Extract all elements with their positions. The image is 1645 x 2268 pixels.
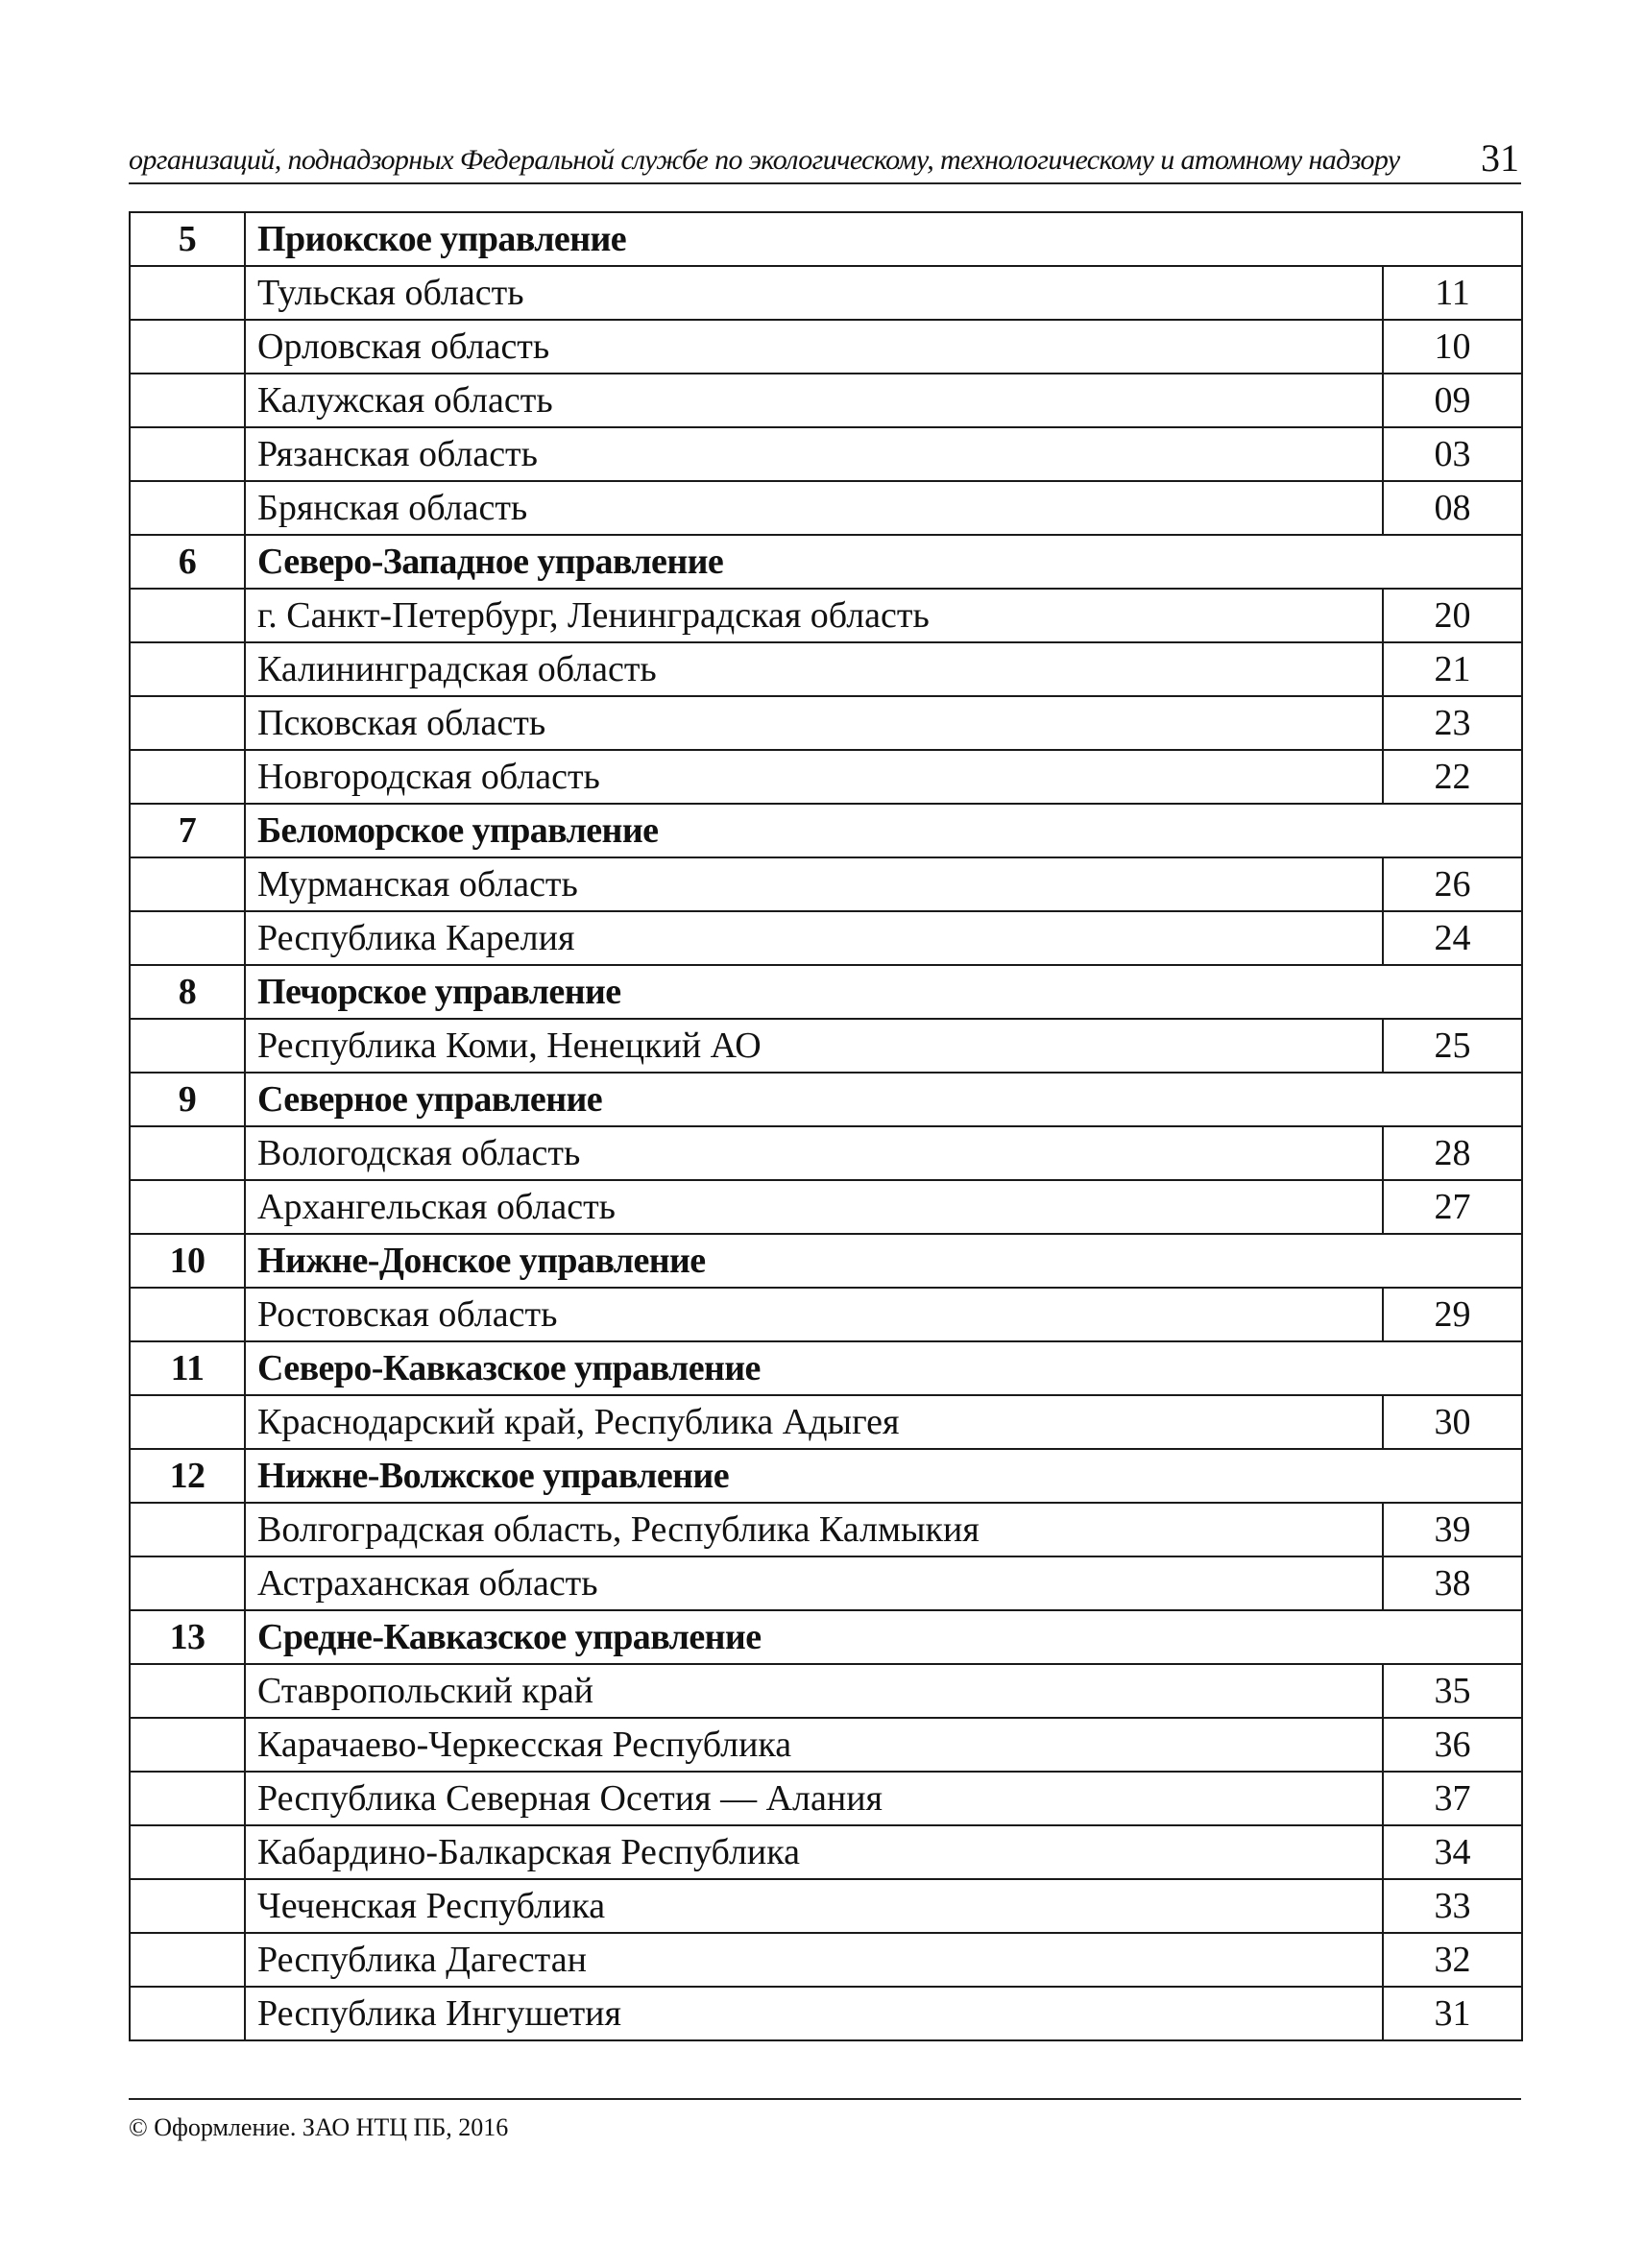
table-row — [130, 1288, 1522, 1341]
table-group-row — [130, 804, 1522, 857]
empty-number-cell — [130, 1503, 245, 1556]
empty-number-cell — [130, 911, 245, 965]
running-header-title: организаций, поднадзорных Федеральной службе по экологическому, технологическому и атомному надзору — [129, 144, 1400, 176]
region-code: 30 — [1383, 1395, 1522, 1449]
group-name: Северное управление — [245, 1073, 1522, 1126]
table-group-row — [130, 1234, 1522, 1288]
region-name: Кабардино-Балкарская Республика — [245, 1825, 1383, 1879]
region-name: Республика Северная Осетия — Алания — [245, 1772, 1383, 1825]
region-code: 08 — [1383, 481, 1522, 535]
table-row — [130, 696, 1522, 750]
table-group-row — [130, 1449, 1522, 1503]
group-number: 9 — [130, 1073, 245, 1126]
group-name: Средне-Кавказское управление — [245, 1610, 1522, 1664]
region-name: Брянская область — [245, 481, 1383, 535]
table-group-row — [130, 1073, 1522, 1126]
empty-number-cell — [130, 427, 245, 481]
region-name: Республика Карелия — [245, 911, 1383, 965]
group-name: Северо-Западное управление — [245, 535, 1522, 589]
region-name: Ставропольский край — [245, 1664, 1383, 1718]
region-name: Тульская область — [245, 266, 1383, 320]
region-name: Вологодская область — [245, 1126, 1383, 1180]
region-name: Мурманская область — [245, 857, 1383, 911]
region-code: 11 — [1383, 266, 1522, 320]
table-group-row — [130, 212, 1522, 266]
group-number: 8 — [130, 965, 245, 1019]
region-code: 03 — [1383, 427, 1522, 481]
empty-number-cell — [130, 1288, 245, 1341]
region-code: 32 — [1383, 1933, 1522, 1987]
table-row — [130, 1503, 1522, 1556]
table-row — [130, 1825, 1522, 1879]
empty-number-cell — [130, 1126, 245, 1180]
table-row — [130, 1987, 1522, 2040]
region-code: 38 — [1383, 1556, 1522, 1610]
table-group-row — [130, 535, 1522, 589]
empty-number-cell — [130, 1718, 245, 1772]
table-row — [130, 374, 1522, 427]
region-name: Чеченская Республика — [245, 1879, 1383, 1933]
table-row — [130, 1180, 1522, 1234]
group-number: 12 — [130, 1449, 245, 1503]
table-row — [130, 1556, 1522, 1610]
region-code: 22 — [1383, 750, 1522, 804]
empty-number-cell — [130, 1879, 245, 1933]
empty-number-cell — [130, 1556, 245, 1610]
table-row — [130, 857, 1522, 911]
group-number: 6 — [130, 535, 245, 589]
region-name: Астраханская область — [245, 1556, 1383, 1610]
region-name: Республика Коми, Ненецкий АО — [245, 1019, 1383, 1073]
empty-number-cell — [130, 320, 245, 374]
region-name: Калининградская область — [245, 642, 1383, 696]
group-name: Северо-Кавказское управление — [245, 1341, 1522, 1395]
table-group-row — [130, 1341, 1522, 1395]
region-name: Рязанская область — [245, 427, 1383, 481]
empty-number-cell — [130, 1987, 245, 2040]
region-name: Краснодарский край, Республика Адыгея — [245, 1395, 1383, 1449]
group-name: Приокское управление — [245, 212, 1522, 266]
region-name: Ростовская область — [245, 1288, 1383, 1341]
directorates-table — [129, 211, 1523, 2041]
region-name: Волгоградская область, Республика Калмыкия — [245, 1503, 1383, 1556]
empty-number-cell — [130, 481, 245, 535]
table-row — [130, 589, 1522, 642]
table-row — [130, 427, 1522, 481]
group-number: 7 — [130, 804, 245, 857]
empty-number-cell — [130, 1395, 245, 1449]
table-row — [130, 1879, 1522, 1933]
empty-number-cell — [130, 750, 245, 804]
region-code: 33 — [1383, 1879, 1522, 1933]
empty-number-cell — [130, 374, 245, 427]
group-number: 5 — [130, 212, 245, 266]
table-row — [130, 1933, 1522, 1987]
region-code: 37 — [1383, 1772, 1522, 1825]
empty-number-cell — [130, 1933, 245, 1987]
group-name: Печорское управление — [245, 965, 1522, 1019]
region-code: 28 — [1383, 1126, 1522, 1180]
table-row — [130, 266, 1522, 320]
group-name: Нижне-Донское управление — [245, 1234, 1522, 1288]
page-footer — [129, 2098, 1521, 2142]
region-code: 09 — [1383, 374, 1522, 427]
region-name: Псковская область — [245, 696, 1383, 750]
region-name: Карачаево-Черкесская Республика — [245, 1718, 1383, 1772]
empty-number-cell — [130, 1180, 245, 1234]
table-row — [130, 1126, 1522, 1180]
region-name: Архангельская область — [245, 1180, 1383, 1234]
region-code: 23 — [1383, 696, 1522, 750]
region-code: 10 — [1383, 320, 1522, 374]
empty-number-cell — [130, 642, 245, 696]
copyright-text: © Оформление. ЗАО НТЦ ПБ, 2016 — [129, 2113, 509, 2141]
page-number: 31 — [1481, 136, 1519, 180]
table-row — [130, 642, 1522, 696]
empty-number-cell — [130, 1825, 245, 1879]
table-group-row — [130, 965, 1522, 1019]
table-row — [130, 1772, 1522, 1825]
empty-number-cell — [130, 1664, 245, 1718]
region-code: 29 — [1383, 1288, 1522, 1341]
empty-number-cell — [130, 1019, 245, 1073]
region-code: 39 — [1383, 1503, 1522, 1556]
table-group-row — [130, 1610, 1522, 1664]
empty-number-cell — [130, 589, 245, 642]
empty-number-cell — [130, 266, 245, 320]
table-row — [130, 1664, 1522, 1718]
group-name: Нижне-Волжское управление — [245, 1449, 1522, 1503]
table-row — [130, 320, 1522, 374]
region-code: 36 — [1383, 1718, 1522, 1772]
table-row — [130, 1718, 1522, 1772]
empty-number-cell — [130, 1772, 245, 1825]
region-name: Республика Дагестан — [245, 1933, 1383, 1987]
region-code: 31 — [1383, 1987, 1522, 2040]
region-code: 24 — [1383, 911, 1522, 965]
region-name: Новгородская область — [245, 750, 1383, 804]
region-code: 21 — [1383, 642, 1522, 696]
region-code: 27 — [1383, 1180, 1522, 1234]
table-row — [130, 1395, 1522, 1449]
table-row — [130, 481, 1522, 535]
region-code: 34 — [1383, 1825, 1522, 1879]
region-code: 25 — [1383, 1019, 1522, 1073]
region-name: Республика Ингушетия — [245, 1987, 1383, 2040]
region-name: Орловская область — [245, 320, 1383, 374]
group-number: 11 — [130, 1341, 245, 1395]
region-name: г. Санкт-Петербург, Ленинградская область — [245, 589, 1383, 642]
region-code: 35 — [1383, 1664, 1522, 1718]
group-number: 10 — [130, 1234, 245, 1288]
table-row — [130, 911, 1522, 965]
empty-number-cell — [130, 696, 245, 750]
region-code: 20 — [1383, 589, 1522, 642]
group-name: Беломорское управление — [245, 804, 1522, 857]
table-row — [130, 1019, 1522, 1073]
region-code: 26 — [1383, 857, 1522, 911]
empty-number-cell — [130, 857, 245, 911]
page-header — [129, 134, 1521, 184]
table-body — [130, 212, 1522, 2040]
table-row — [130, 750, 1522, 804]
region-name: Калужская область — [245, 374, 1383, 427]
group-number: 13 — [130, 1610, 245, 1664]
